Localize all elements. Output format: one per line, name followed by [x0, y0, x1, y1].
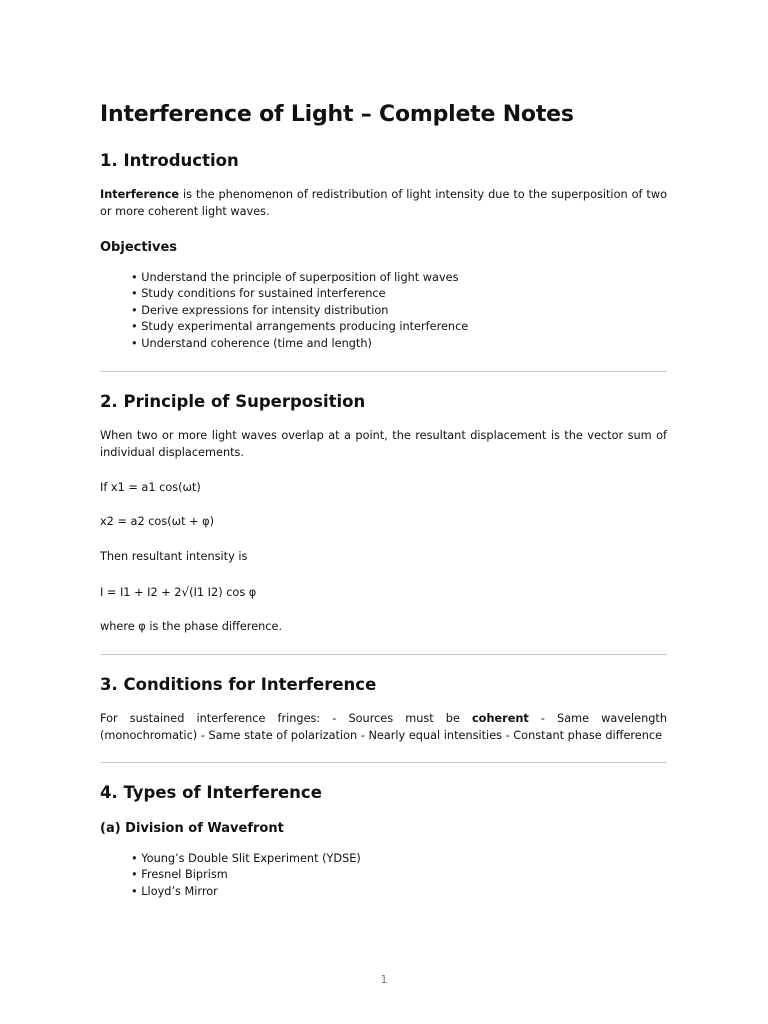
phase-difference-text: where φ is the phase difference.	[100, 620, 283, 633]
list-item: • Study conditions for sustained interference	[131, 286, 468, 302]
list-item: • Fresnel Biprism	[131, 867, 361, 883]
section-heading-conditions: 3. Conditions for Interference	[100, 675, 377, 694]
list-item: • Understand coherence (time and length)	[131, 336, 468, 352]
list-item: • Derive expressions for intensity distribution	[131, 303, 468, 319]
list-item: • Understand the principle of superposition of light waves	[131, 270, 468, 286]
introduction-paragraph	[100, 187, 667, 220]
section-divider	[100, 371, 667, 372]
section-divider	[100, 762, 667, 763]
section-heading-superposition: 2. Principle of Superposition	[100, 392, 366, 411]
section-heading-introduction: 1. Introduction	[100, 151, 239, 170]
division-of-wavefront-heading: (a) Division of Wavefront	[100, 821, 284, 836]
coherent-term: coherent	[471, 712, 529, 725]
document-title: Interference of Light – Complete Notes	[100, 102, 574, 127]
intensity-equation	[100, 584, 667, 602]
conditions-text-before: For sustained interference fringes: - Sources must be	[100, 712, 472, 725]
superposition-paragraph: When two or more light waves overlap at a point, the resultant displacement is the vector sum of individual displacements.	[100, 429, 667, 459]
intensity-equation-suffix: (I1 I2) cos φ	[189, 586, 257, 599]
page-number: 1	[380, 973, 388, 986]
wavefront-list	[131, 851, 361, 900]
objectives-heading: Objectives	[100, 240, 178, 255]
conditions-text-after: - Same wavelength (monochromatic) - Same state of polarization - Nearly equal intensities - Constant phase difference	[100, 712, 667, 742]
equation-x1: If x1 = a1 cos(ωt)	[100, 481, 201, 494]
equation-x2: x2 = a2 cos(ωt + φ)	[100, 515, 215, 528]
section-divider	[100, 654, 667, 655]
list-item: • Young’s Double Slit Experiment (YDSE)	[131, 851, 361, 867]
interference-term: Interference	[100, 188, 180, 201]
resultant-intensity-text: Then resultant intensity is	[100, 550, 248, 563]
list-item: • Lloyd’s Mirror	[131, 884, 361, 900]
conditions-paragraph	[100, 711, 667, 744]
section-heading-types: 4. Types of Interference	[100, 783, 322, 802]
interference-definition: is the phenomenon of redistribution of light intensity due to the superposition of two or more coherent light waves.	[100, 188, 667, 218]
square-root-symbol: √	[181, 585, 190, 599]
objectives-list	[131, 270, 468, 352]
intensity-equation-prefix: I = I1 + I2 + 2	[100, 586, 182, 599]
list-item: • Study experimental arrangements producing interference	[131, 319, 468, 335]
